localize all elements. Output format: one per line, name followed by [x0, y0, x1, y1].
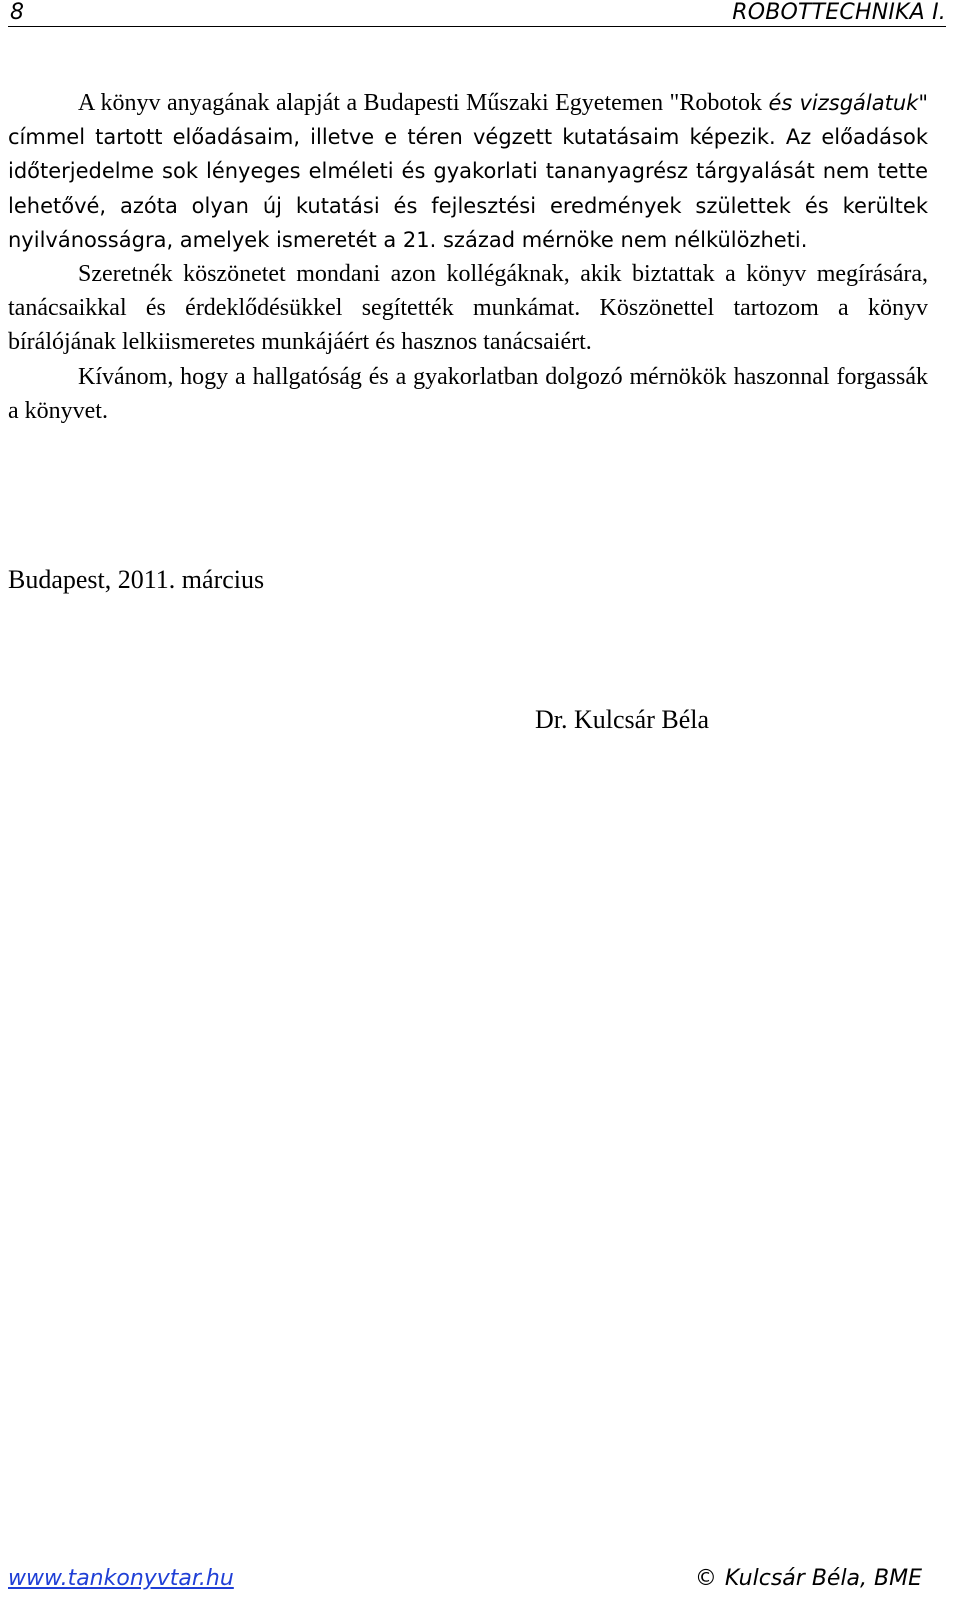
italic-course-title: és vizsgálatuk — [768, 91, 919, 115]
paragraph-1 — [8, 86, 928, 257]
page-footer — [8, 1562, 922, 1596]
author-signature: Dr. Kulcsár Béla — [535, 705, 710, 734]
paragraph-1-part-3: " címmel tartott előadásaim, illetve e téren végzett kutatásaim képezik. Az előadások időterjedelme sok lényeges elméleti és gyakorlati tananyagrész tárgyalását nem tette lehetővé, azóta olyan új kutatási és fejlesztési eredmények születtek és kerültek nyilvánosságra, amelyek ismeretét a 21. század mérnöke nem nélkülözheti. — [8, 91, 929, 252]
place-date: Budapest, 2011. március — [8, 565, 265, 594]
paragraph-2: Szeretnék köszönetet mondani azon kollégáknak, akik biztattak a könyv megírására, tanácsaikkal és érdeklődésükkel segítették munkámat. Köszönettel tartozom a könyv bírálójának lelkiismeretes munkájáért és hasznos tanácsaiért. — [8, 261, 928, 356]
paragraph-3: Kívánom, hogy a hallgatóság és a gyakorlatban dolgozó mérnökök haszonnal forgassák a könyvet. — [8, 363, 928, 424]
page-number: 8 — [10, 0, 24, 25]
website-link[interactable]: www.tankonyvtar.hu — [8, 1566, 234, 1591]
running-title: ROBOTTECHNIKA I. — [732, 0, 946, 25]
copyright-icon: © — [694, 1566, 717, 1591]
preface-text — [8, 86, 928, 428]
page-header — [8, 0, 946, 27]
copyright-notice — [695, 1562, 922, 1596]
copyright-text: Kulcsár Béla, BME — [724, 1566, 922, 1591]
paragraph-1-part-1: A könyv anyagának alapját a Budapesti Műszaki Egyetemen "Robotok — [78, 90, 769, 116]
